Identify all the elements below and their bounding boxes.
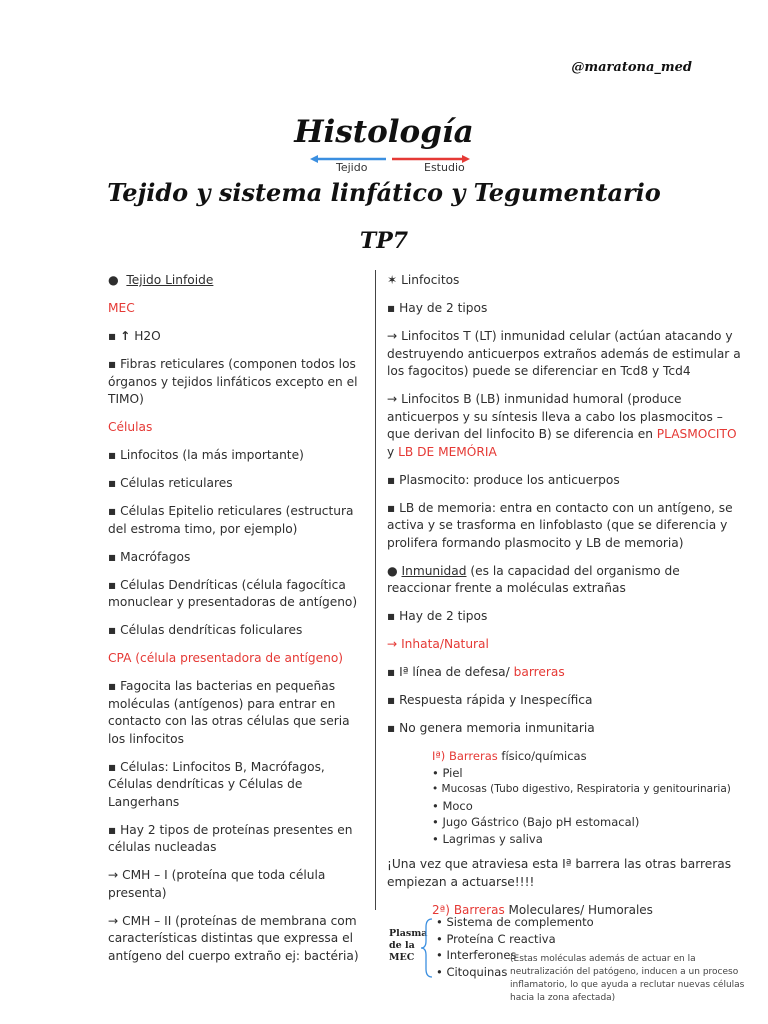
barrier2-item: • Sistema de complemento <box>436 915 594 929</box>
types-line: ▪ Hay de 2 tipos <box>387 301 488 315</box>
bullet-icon: ● <box>387 563 398 578</box>
barrier1-item: • Moco <box>432 798 473 813</box>
mec-item: ▪ ↑ H2O <box>108 329 161 343</box>
bullet-icon: ● <box>108 273 119 287</box>
lb-memoria-item: ▪ LB de memoria: entra en contacto con un antígeno, se activa y se trasforma en linfoblasto (que se diferencia y prolifera formando plasmocito y LB de memoria) <box>387 500 733 550</box>
barrier2-item: • Proteína C reactiva <box>436 931 556 946</box>
innata-item: ▪ No genera memoria inmunitaria <box>387 721 595 735</box>
mec-label: MEC <box>108 301 135 315</box>
cpa-label: CPA (célula presentadora de antígeno) <box>108 651 344 665</box>
cpa-item: ▪ Hay 2 tipos de proteínas presentes en células nucleadas <box>108 822 353 854</box>
linfocitos-heading: ✶ Linfocitos <box>387 273 460 287</box>
right-column <box>387 272 747 918</box>
innata-item: ▪ Respuesta rápida y Inespecífica <box>387 693 593 707</box>
section-heading-tejido-linfoide: ● Tejido Linfoide <box>108 273 214 287</box>
plasma-mec-label: Plasma de la MEC <box>389 928 428 963</box>
lt-paragraph: → Linfocitos T (LT) inmunidad celular (actúan atacando y destruyendo anticuerpos extraños además de estimular a los fagocitos) puede se diferenciar en Tcd8 y Tcd4 <box>387 329 741 378</box>
plasmocito-item: ▪ Plasmocito: produce los anticuerpos <box>387 472 620 487</box>
barrier2-item: • Citoquinas <box>436 964 508 979</box>
mec-item: ▪ Fibras reticulares (componen todos los órganos y tejidos linfáticos excepto en el TIMO) <box>108 357 358 406</box>
cell-item: ▪ Células dendríticas foliculares <box>108 623 303 637</box>
barrier2-heading: 2ª) Barreras Moleculares/ Humorales <box>432 902 653 917</box>
cell-item: ▪ Células Dendríticas (célula fagocítica monuclear y presentadoras de antígeno) <box>108 577 358 609</box>
tejido-label: Tejido <box>336 161 368 174</box>
left-column <box>108 272 370 976</box>
cell-item: ▪ Macrófagos <box>108 549 191 564</box>
arrow-up-icon: ↑ <box>120 329 131 343</box>
barrier2-note: (Estas moléculas además de actuar en la neutralización del patógeno, inducen a un proceso inflamatorio, lo que ayuda a reclutar nuevas células hacia la zona afectada) <box>510 954 745 1003</box>
cell-item: ▪ Linfocitos (la más importante) <box>108 448 304 462</box>
cell-item: ▪ Células Epitelio reticulares (estructura del estroma timo, por ejemplo) <box>108 504 354 536</box>
lb-paragraph: → Linfocitos B (LB) inmunidad humoral (produce anticuerpos y su síntesis lleva a cabo los plasmocitos – que derivan del linfocito B) se diferencia en PLASMOCITO y LB DE MEMÓRIA <box>387 392 737 459</box>
cpa-item: ▪ Fagocita las bacterias en pequeñas moléculas (antígenos) para entrar en contacto con las otras células que seria los linfocitos <box>108 679 350 746</box>
cpa-item: → CMH – II (proteínas de membrana com características distintas que expressa el antígeno del cuerpo extraño ej: bactéria) <box>108 913 359 963</box>
subject-title: Histología <box>294 114 474 150</box>
after-barrier-note: ¡Una vez que atraviesa esta Iª barrera las otras barreras empiezan a actuarse!!!! <box>387 857 732 889</box>
document-title: Tejido y sistema linfático y Tegumentario <box>107 178 661 207</box>
cells-label: Células <box>108 420 153 434</box>
cpa-item: → CMH – I (proteína que toda célula presenta) <box>108 868 326 900</box>
brace-icon <box>420 917 434 979</box>
plasmocito-term: PLASMOCITO <box>656 427 737 441</box>
estudio-label: Estudio <box>424 161 465 174</box>
barrier1-block <box>432 748 747 847</box>
types-line: ▪ Hay de 2 tipos <box>387 609 488 623</box>
cpa-item: ▪ Células: Linfocitos B, Macrófagos, Células dendríticas y Células de Langerhans <box>108 759 325 809</box>
barrier1-item: • Lagrimas y saliva <box>432 831 543 846</box>
barrier1-item: • Jugo Gástrico (Bajo pH estomacal) <box>432 815 640 829</box>
innata-label: → Inhata/Natural <box>387 637 489 651</box>
etymology-arrows <box>310 154 470 176</box>
cell-item: ▪ Células reticulares <box>108 476 233 490</box>
inmunidad-heading: ● Inmunidad (es la capacidad del organismo de reaccionar frente a moléculas extrañas <box>387 563 680 595</box>
author-handle: @maratona_med <box>571 60 692 75</box>
barrier1-heading: Iª) Barreras físico/químicas <box>432 749 587 763</box>
column-divider <box>375 270 376 910</box>
lb-memoria-term: LB DE MEMÓRIA <box>398 444 497 459</box>
barrier1-item: • Mucosas (Tubo digestivo, Respiratoria y genitourinaria) <box>432 783 731 795</box>
practical-code: TP7 <box>359 228 409 254</box>
innata-item: ▪ Iª línea de defesa/ barreras <box>387 665 565 679</box>
barrier1-item: • Piel <box>432 765 463 780</box>
barrier2-item: • Interferones <box>436 948 517 962</box>
